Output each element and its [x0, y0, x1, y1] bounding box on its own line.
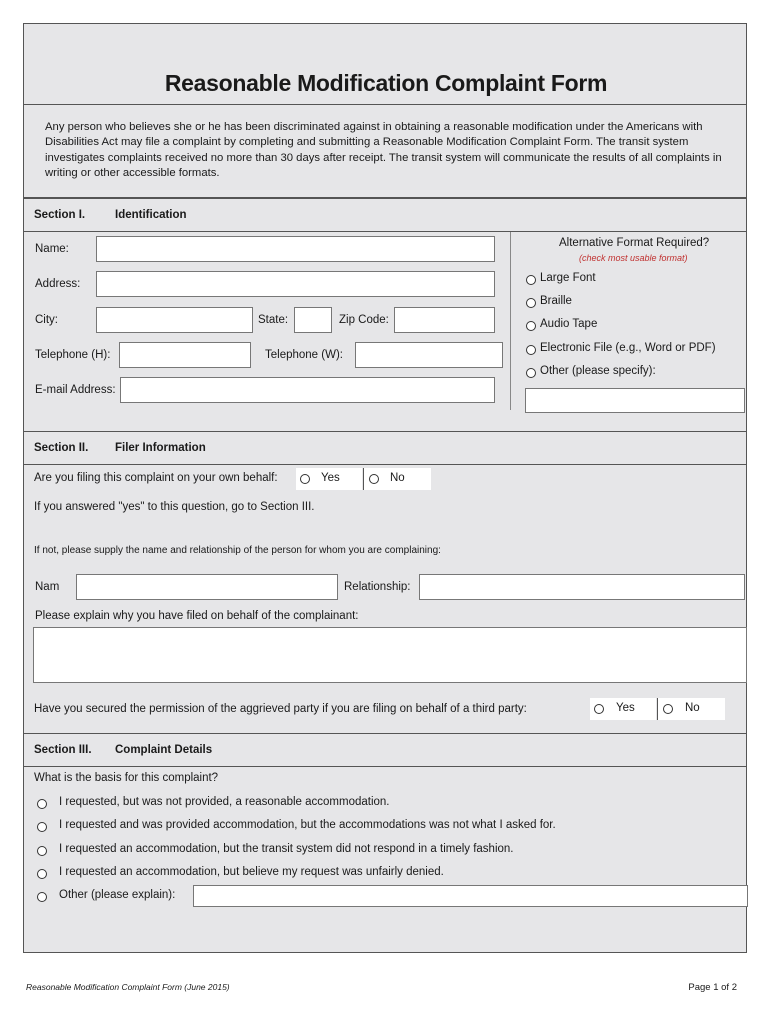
basis-option-4-radio[interactable]: [37, 869, 47, 879]
column-divider: [510, 232, 511, 410]
section-2-header: [24, 431, 747, 465]
if-not-instruction: If not, please supply the name and relationship of the person for whom you are complaining:: [34, 545, 441, 556]
name-label: Name:: [35, 243, 69, 255]
representative-name-field[interactable]: [76, 574, 338, 600]
section-1-header: [24, 198, 747, 232]
own-behalf-no-label: No: [390, 472, 405, 484]
basis-other-radio[interactable]: [37, 892, 47, 902]
footer-form-name: Reasonable Modification Complaint Form (June 2015): [26, 982, 230, 992]
intro-box: [24, 104, 747, 198]
permission-yes-label: Yes: [616, 702, 635, 714]
permission-yes-box: [590, 698, 656, 720]
basis-question: What is the basis for this complaint?: [34, 772, 219, 784]
telephone-work-field[interactable]: [355, 342, 503, 368]
if-yes-instruction: If you answered "yes" to this question, go to Section III.: [34, 501, 315, 513]
relationship-field[interactable]: [419, 574, 745, 600]
electronic-file-radio[interactable]: [526, 345, 536, 355]
own-behalf-yes-radio[interactable]: [300, 474, 310, 484]
basis-option-2-radio[interactable]: [37, 822, 47, 832]
form-frame: [23, 23, 747, 953]
form-title: Reasonable Modification Complaint Form: [164, 70, 608, 96]
other-format-field[interactable]: [525, 388, 745, 413]
basis-other-label: Other (please explain):: [59, 889, 176, 901]
email-field[interactable]: [120, 377, 495, 403]
section-1-title: Identification: [115, 209, 187, 221]
explain-textarea[interactable]: [33, 627, 747, 683]
section-2-title: Filer Information: [115, 442, 206, 454]
telephone-home-label: Telephone (H):: [35, 349, 111, 361]
state-field[interactable]: [294, 307, 332, 333]
section-3-title: Complaint Details: [115, 744, 213, 756]
large-font-label: Large Font: [540, 272, 596, 284]
alt-format-note: (check most usable format): [579, 253, 688, 263]
zip-field[interactable]: [394, 307, 495, 333]
own-behalf-yes-box: [296, 468, 362, 490]
zip-label: Zip Code:: [339, 314, 389, 326]
email-label: E-mail Address:: [35, 384, 116, 396]
permission-yes-radio[interactable]: [594, 704, 604, 714]
relationship-label: Relationship:: [344, 581, 411, 593]
permission-question: Have you secured the permission of the aggrieved party if you are filing on behalf of a third party:: [34, 703, 527, 715]
permission-no-label: No: [685, 702, 700, 714]
intro-text: Any person who believes she or he has been discriminated against in obtaining a reasonable modification under the Americans with Disabilities Act may file a complaint by completing and submitting a Reasonable Modification Complaint Form. The transit system investigates complaints received no more than 30 days after receipt. The transit system will communicate the results of all complaints in writing or other accessible formats.: [45, 121, 722, 180]
section-3-header: [24, 733, 747, 767]
other-format-label: Other (please specify):: [540, 365, 656, 377]
own-behalf-question: Are you filing this complaint on your own behalf:: [34, 472, 278, 484]
own-behalf-yes-label: Yes: [321, 472, 340, 484]
city-label: City:: [35, 314, 58, 326]
section-2-number: Section II.: [34, 442, 89, 454]
alt-format-title: Alternative Format Required?: [559, 237, 710, 249]
basis-other-field[interactable]: [193, 885, 748, 907]
section-3-number: Section III.: [34, 744, 92, 756]
audio-tape-radio[interactable]: [526, 321, 536, 331]
permission-no-box: [657, 698, 725, 720]
telephone-home-field[interactable]: [119, 342, 251, 368]
braille-label: Braille: [540, 295, 572, 307]
basis-option-4-label: I requested an accommodation, but believe my request was unfairly denied.: [59, 866, 444, 878]
basis-option-3-label: I requested an accommodation, but the transit system did not respond in a timely fashion.: [59, 843, 514, 855]
address-label: Address:: [35, 278, 81, 290]
own-behalf-no-radio[interactable]: [369, 474, 379, 484]
basis-option-1-label: I requested, but was not provided, a reasonable accommodation.: [59, 796, 390, 808]
telephone-work-label: Telephone (W):: [265, 349, 343, 361]
own-behalf-no-box: [363, 468, 431, 490]
name-field[interactable]: [96, 236, 495, 262]
other-format-radio[interactable]: [526, 368, 536, 378]
large-font-radio[interactable]: [526, 275, 536, 285]
footer-page-number: Page 1 of 2: [688, 982, 737, 993]
electronic-file-label: Electronic File (e.g., Word or PDF): [540, 342, 716, 354]
address-field[interactable]: [96, 271, 495, 297]
city-field[interactable]: [96, 307, 253, 333]
state-label: State:: [258, 314, 289, 326]
basis-option-3-radio[interactable]: [37, 846, 47, 856]
basis-option-1-radio[interactable]: [37, 799, 47, 809]
explain-label: Please explain why you have filed on behalf of the complainant:: [35, 610, 359, 622]
basis-option-2-label: I requested and was provided accommodation, but the accommodations was not what I asked for.: [59, 819, 556, 831]
section-1-number: Section I.: [34, 209, 86, 221]
representative-name-label: Nam: [35, 581, 60, 593]
audio-tape-label: Audio Tape: [540, 318, 598, 330]
permission-no-radio[interactable]: [663, 704, 673, 714]
braille-radio[interactable]: [526, 298, 536, 308]
